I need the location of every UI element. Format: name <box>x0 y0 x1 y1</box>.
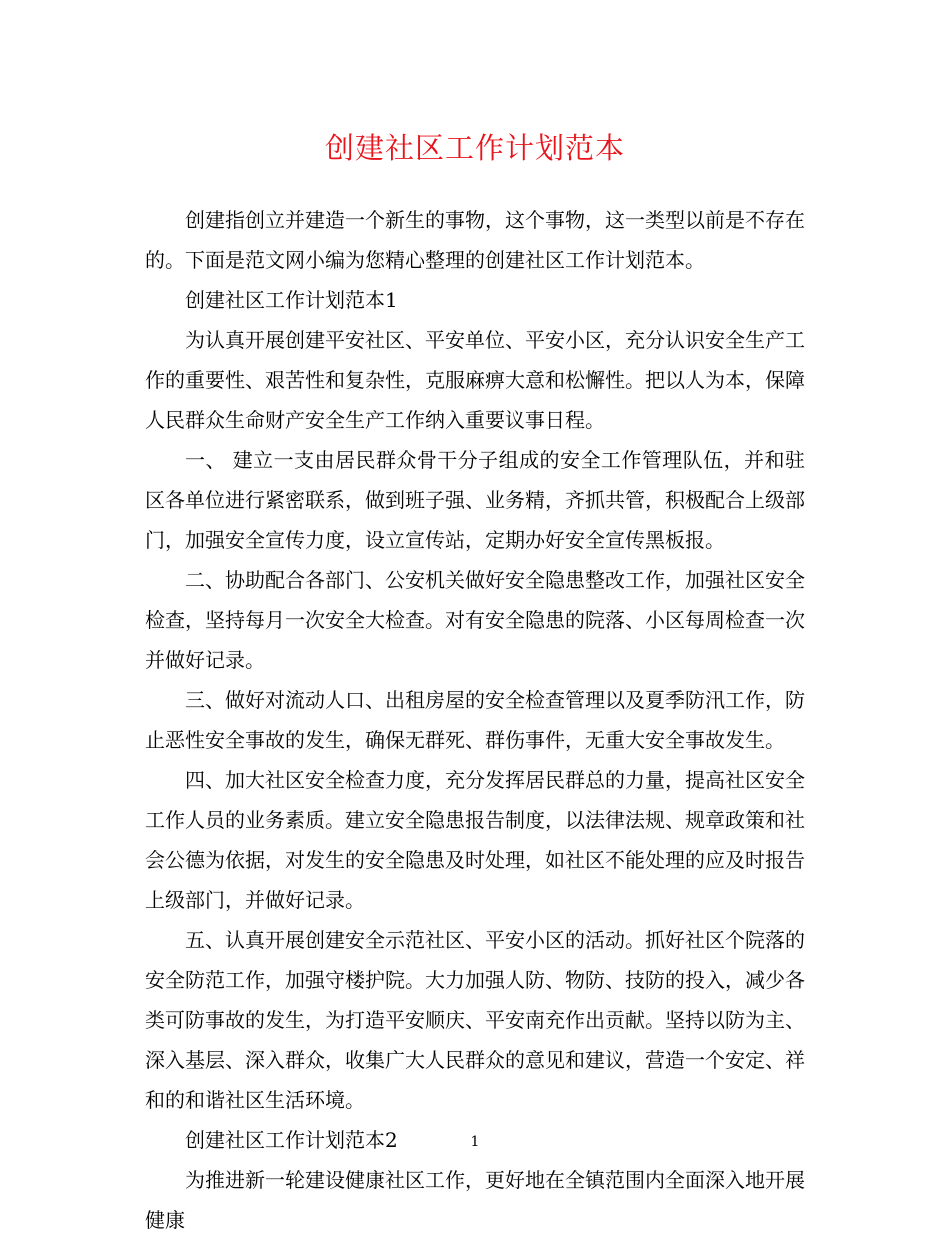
body-paragraph: 一、 建立一支由居民群众骨干分子组成的安全工作管理队伍，并和驻区各单位进行紧密联系，做到班子强、业务精，齐抓共管，积极配合上级部门，加强安全宣传力度，设立宣传站，定期办好安全宣传黑板报。 <box>145 448 805 552</box>
page-number: 1 <box>470 1134 480 1150</box>
body-paragraph: 四、加大社区安全检查力度，充分发挥居民群总的力量，提高社区安全工作人员的业务素质。建立安全隐患报告制度，以法律法规、规章政策和社会公德为依据，对发生的安全隐患及时处理，如社区不能处理的应及时报告上级部门，并做好记录。 <box>145 768 805 912</box>
section-heading-2: 创建社区工作计划范本2 <box>185 1128 398 1152</box>
document-body <box>145 200 805 1240</box>
intro-paragraph: 创建指创立并建造一个新生的事物，这个事物，这一类型以前是不存在的。下面是范文网小编为您精心整理的创建社区工作计划范本。 <box>145 208 805 272</box>
section-heading-1: 创建社区工作计划范本1 <box>185 288 398 312</box>
document-title: 创建社区工作计划范本 <box>324 131 625 165</box>
body-paragraph: 二、协助配合各部门、公安机关做好安全隐患整改工作，加强社区安全检查，坚持每月一次安全大检查。对有安全隐患的院落、小区每周检查一次并做好记录。 <box>145 568 805 672</box>
body-paragraph: 三、做好对流动人口、出租房屋的安全检查管理以及夏季防汛工作，防止恶性安全事故的发生，确保无群死、群伤事件，无重大安全事故发生。 <box>145 688 805 752</box>
body-paragraph: 五、认真开展创建安全示范社区、平安小区的活动。抓好社区个院落的安全防范工作，加强守楼护院。大力加强人防、物防、技防的投入，减少各类可防事故的发生，为打造平安顺庆、平安南充作出贡献。坚持以防为主、深入基层、深入群众，收集广大人民群众的意见和建议，营造一个安定、祥和的和谐社区生活环境。 <box>145 928 805 1112</box>
body-paragraph: 为认真开展创建平安社区、平安单位、平安小区，充分认识安全生产工作的重要性、艰苦性和复杂性，克服麻痹大意和松懈性。把以人为本，保障人民群众生命财产安全生产工作纳入重要议事日程。 <box>145 328 805 432</box>
body-paragraph: 为推进新一轮建设健康社区工作，更好地在全镇范围内全面深入地开展健康 <box>145 1168 805 1232</box>
